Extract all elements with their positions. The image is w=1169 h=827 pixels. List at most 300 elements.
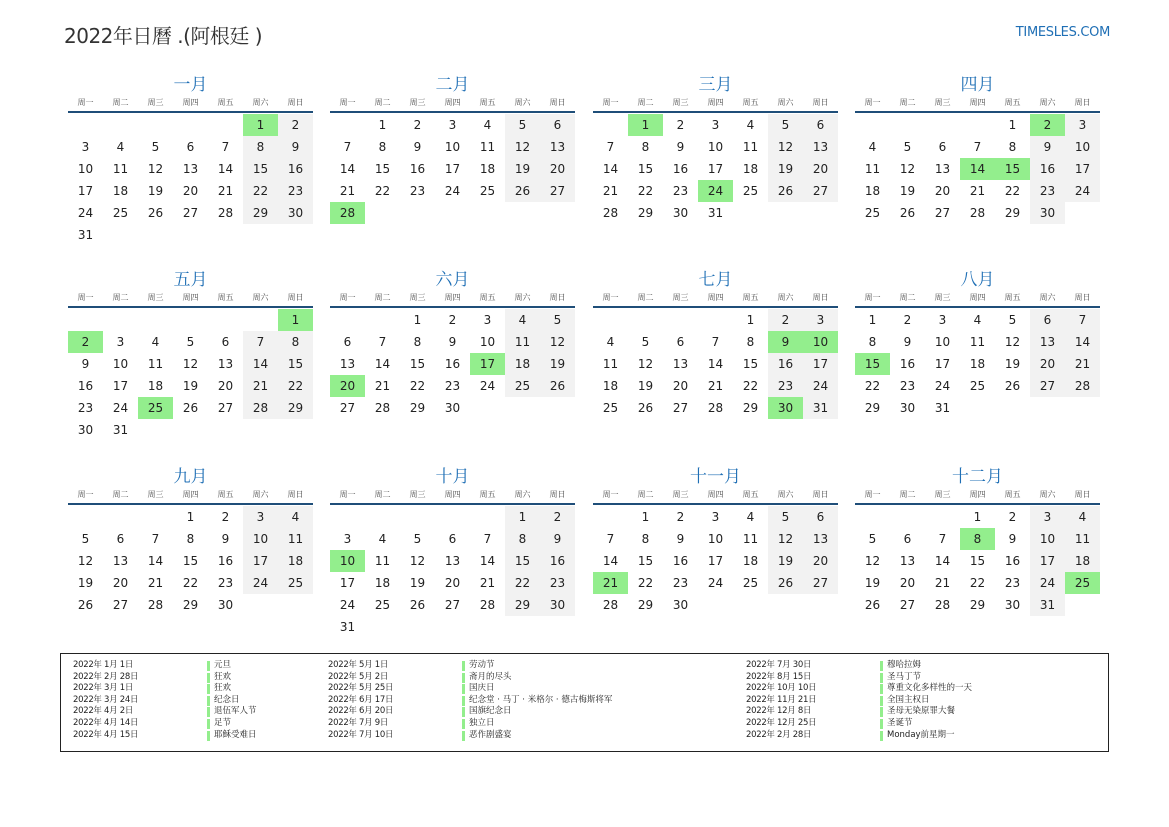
holiday-day-cell[interactable]: 15	[855, 353, 890, 375]
day-cell[interactable]: 26	[637, 401, 654, 415]
day-cell[interactable]: 15	[278, 353, 313, 375]
day-cell[interactable]: 20	[540, 158, 575, 180]
day-cell[interactable]: 11	[1065, 528, 1100, 550]
day-cell[interactable]: 11	[742, 532, 759, 546]
day-cell[interactable]: 11	[969, 335, 986, 349]
day-cell[interactable]: 15	[637, 554, 654, 568]
day-cell[interactable]: 12	[147, 162, 164, 176]
day-cell[interactable]: 3	[243, 506, 278, 528]
day-cell[interactable]: 7	[483, 532, 492, 546]
day-cell[interactable]: 12	[77, 554, 94, 568]
day-cell[interactable]: 9	[448, 335, 457, 349]
day-cell[interactable]: 18	[742, 554, 759, 568]
day-cell[interactable]: 3	[938, 313, 947, 327]
day-cell[interactable]: 10	[1065, 136, 1100, 158]
day-cell[interactable]: 16	[409, 162, 426, 176]
day-cell[interactable]: 6	[448, 532, 457, 546]
day-cell[interactable]: 26	[899, 206, 916, 220]
day-cell[interactable]: 26	[505, 180, 540, 202]
day-cell[interactable]: 24	[803, 375, 838, 397]
day-cell[interactable]: 6	[803, 506, 838, 528]
day-cell[interactable]: 22	[637, 184, 654, 198]
day-cell[interactable]: 13	[444, 554, 461, 568]
day-cell[interactable]: 20	[803, 158, 838, 180]
day-cell[interactable]: 27	[1030, 375, 1065, 397]
day-cell[interactable]: 27	[339, 401, 356, 415]
day-cell[interactable]: 4	[746, 118, 755, 132]
day-cell[interactable]: 8	[868, 335, 877, 349]
day-cell[interactable]: 6	[540, 114, 575, 136]
day-cell[interactable]: 23	[672, 576, 689, 590]
day-cell[interactable]: 17	[444, 162, 461, 176]
day-cell[interactable]: 17	[1065, 158, 1100, 180]
day-cell[interactable]: 19	[1004, 357, 1021, 371]
day-cell[interactable]: 2	[676, 510, 685, 524]
day-cell[interactable]: 18	[374, 576, 391, 590]
day-cell[interactable]: 13	[803, 528, 838, 550]
day-cell[interactable]: 8	[1008, 140, 1017, 154]
day-cell[interactable]: 23	[672, 184, 689, 198]
day-cell[interactable]: 30	[672, 598, 689, 612]
day-cell[interactable]: 10	[707, 532, 724, 546]
day-cell[interactable]: 27	[672, 401, 689, 415]
day-cell[interactable]: 8	[505, 528, 540, 550]
day-cell[interactable]: 25	[505, 375, 540, 397]
day-cell[interactable]: 22	[969, 576, 986, 590]
day-cell[interactable]: 17	[707, 162, 724, 176]
day-cell[interactable]: 30	[1030, 202, 1065, 224]
day-cell[interactable]: 12	[899, 162, 916, 176]
day-cell[interactable]: 7	[1065, 309, 1100, 331]
day-cell[interactable]: 6	[221, 335, 230, 349]
day-cell[interactable]: 14	[217, 162, 234, 176]
day-cell[interactable]: 16	[899, 357, 916, 371]
holiday-day-cell[interactable]: 25	[138, 397, 173, 419]
day-cell[interactable]: 1	[186, 510, 195, 524]
day-cell[interactable]: 7	[378, 335, 387, 349]
day-cell[interactable]: 21	[147, 576, 164, 590]
day-cell[interactable]: 6	[186, 140, 195, 154]
day-cell[interactable]: 16	[217, 554, 234, 568]
day-cell[interactable]: 16	[540, 550, 575, 572]
day-cell[interactable]: 17	[243, 550, 278, 572]
day-cell[interactable]: 28	[217, 206, 234, 220]
day-cell[interactable]: 3	[81, 140, 90, 154]
day-cell[interactable]: 20	[217, 379, 234, 393]
day-cell[interactable]: 22	[374, 184, 391, 198]
day-cell[interactable]: 16	[1004, 554, 1021, 568]
holiday-day-cell[interactable]: 21	[593, 572, 628, 594]
holiday-day-cell[interactable]: 2	[1030, 114, 1065, 136]
day-cell[interactable]: 11	[602, 357, 619, 371]
day-cell[interactable]: 7	[606, 532, 615, 546]
day-cell[interactable]: 1	[746, 313, 755, 327]
day-cell[interactable]: 1	[1008, 118, 1017, 132]
day-cell[interactable]: 22	[182, 576, 199, 590]
day-cell[interactable]: 19	[768, 158, 803, 180]
day-cell[interactable]: 6	[938, 140, 947, 154]
day-cell[interactable]: 8	[278, 331, 313, 353]
day-cell[interactable]: 25	[742, 184, 759, 198]
day-cell[interactable]: 18	[969, 357, 986, 371]
day-cell[interactable]: 29	[637, 598, 654, 612]
day-cell[interactable]: 13	[1030, 331, 1065, 353]
day-cell[interactable]: 9	[1008, 532, 1017, 546]
day-cell[interactable]: 11	[479, 140, 496, 154]
day-cell[interactable]: 14	[479, 554, 496, 568]
day-cell[interactable]: 26	[768, 572, 803, 594]
day-cell[interactable]: 16	[672, 554, 689, 568]
day-cell[interactable]: 12	[182, 357, 199, 371]
day-cell[interactable]: 2	[540, 506, 575, 528]
day-cell[interactable]: 13	[672, 357, 689, 371]
day-cell[interactable]: 10	[707, 140, 724, 154]
day-cell[interactable]: 23	[1004, 576, 1021, 590]
day-cell[interactable]: 9	[81, 357, 90, 371]
day-cell[interactable]: 20	[934, 184, 951, 198]
day-cell[interactable]: 22	[505, 572, 540, 594]
day-cell[interactable]: 26	[147, 206, 164, 220]
day-cell[interactable]: 25	[278, 572, 313, 594]
day-cell[interactable]: 22	[864, 379, 881, 393]
day-cell[interactable]: 9	[1030, 136, 1065, 158]
day-cell[interactable]: 30	[278, 202, 313, 224]
day-cell[interactable]: 22	[742, 379, 759, 393]
day-cell[interactable]: 11	[374, 554, 391, 568]
day-cell[interactable]: 24	[243, 572, 278, 594]
day-cell[interactable]: 18	[602, 379, 619, 393]
day-cell[interactable]: 30	[77, 423, 94, 437]
day-cell[interactable]: 21	[217, 184, 234, 198]
day-cell[interactable]: 20	[803, 550, 838, 572]
day-cell[interactable]: 6	[903, 532, 912, 546]
day-cell[interactable]: 4	[278, 506, 313, 528]
day-cell[interactable]: 4	[116, 140, 125, 154]
day-cell[interactable]: 23	[278, 180, 313, 202]
day-cell[interactable]: 28	[934, 598, 951, 612]
day-cell[interactable]: 17	[1030, 550, 1065, 572]
day-cell[interactable]: 29	[969, 598, 986, 612]
day-cell[interactable]: 16	[1030, 158, 1065, 180]
day-cell[interactable]: 27	[803, 180, 838, 202]
day-cell[interactable]: 26	[768, 180, 803, 202]
day-cell[interactable]: 30	[672, 206, 689, 220]
day-cell[interactable]: 13	[540, 136, 575, 158]
day-cell[interactable]: 7	[606, 140, 615, 154]
day-cell[interactable]: 3	[1065, 114, 1100, 136]
day-cell[interactable]: 5	[186, 335, 195, 349]
day-cell[interactable]: 28	[602, 206, 619, 220]
holiday-day-cell[interactable]: 2	[68, 331, 103, 353]
day-cell[interactable]: 19	[77, 576, 94, 590]
day-cell[interactable]: 11	[112, 162, 129, 176]
day-cell[interactable]: 13	[803, 136, 838, 158]
day-cell[interactable]: 12	[637, 357, 654, 371]
day-cell[interactable]: 23	[540, 572, 575, 594]
day-cell[interactable]: 26	[864, 598, 881, 612]
day-cell[interactable]: 9	[676, 140, 685, 154]
day-cell[interactable]: 13	[339, 357, 356, 371]
day-cell[interactable]: 22	[1004, 184, 1021, 198]
day-cell[interactable]: 7	[711, 335, 720, 349]
holiday-day-cell[interactable]: 9	[768, 331, 803, 353]
day-cell[interactable]: 2	[278, 114, 313, 136]
day-cell[interactable]: 26	[409, 598, 426, 612]
day-cell[interactable]: 29	[505, 594, 540, 616]
day-cell[interactable]: 31	[707, 206, 724, 220]
day-cell[interactable]: 25	[864, 206, 881, 220]
day-cell[interactable]: 17	[112, 379, 129, 393]
day-cell[interactable]: 14	[602, 554, 619, 568]
day-cell[interactable]: 12	[409, 554, 426, 568]
day-cell[interactable]: 31	[112, 423, 129, 437]
day-cell[interactable]: 11	[864, 162, 881, 176]
day-cell[interactable]: 30	[899, 401, 916, 415]
day-cell[interactable]: 14	[707, 357, 724, 371]
day-cell[interactable]: 5	[1008, 313, 1017, 327]
day-cell[interactable]: 29	[742, 401, 759, 415]
day-cell[interactable]: 15	[243, 158, 278, 180]
day-cell[interactable]: 22	[243, 180, 278, 202]
day-cell[interactable]: 19	[505, 158, 540, 180]
day-cell[interactable]: 25	[602, 401, 619, 415]
day-cell[interactable]: 30	[540, 594, 575, 616]
day-cell[interactable]: 6	[1030, 309, 1065, 331]
day-cell[interactable]: 23	[768, 375, 803, 397]
day-cell[interactable]: 5	[768, 506, 803, 528]
day-cell[interactable]: 28	[243, 397, 278, 419]
day-cell[interactable]: 28	[147, 598, 164, 612]
day-cell[interactable]: 20	[1030, 353, 1065, 375]
day-cell[interactable]: 4	[746, 510, 755, 524]
day-cell[interactable]: 21	[707, 379, 724, 393]
day-cell[interactable]: 24	[1065, 180, 1100, 202]
day-cell[interactable]: 29	[182, 598, 199, 612]
day-cell[interactable]: 21	[602, 184, 619, 198]
day-cell[interactable]: 24	[339, 598, 356, 612]
holiday-day-cell[interactable]: 1	[243, 114, 278, 136]
day-cell[interactable]: 4	[151, 335, 160, 349]
day-cell[interactable]: 29	[864, 401, 881, 415]
day-cell[interactable]: 4	[973, 313, 982, 327]
day-cell[interactable]: 11	[278, 528, 313, 550]
day-cell[interactable]: 8	[378, 140, 387, 154]
day-cell[interactable]: 14	[243, 353, 278, 375]
day-cell[interactable]: 13	[112, 554, 129, 568]
day-cell[interactable]: 3	[711, 510, 720, 524]
day-cell[interactable]: 31	[934, 401, 951, 415]
day-cell[interactable]: 24	[479, 379, 496, 393]
day-cell[interactable]: 7	[151, 532, 160, 546]
day-cell[interactable]: 3	[711, 118, 720, 132]
day-cell[interactable]: 1	[413, 313, 422, 327]
day-cell[interactable]: 4	[505, 309, 540, 331]
day-cell[interactable]: 8	[243, 136, 278, 158]
day-cell[interactable]: 11	[505, 331, 540, 353]
day-cell[interactable]: 5	[540, 309, 575, 331]
day-cell[interactable]: 27	[899, 598, 916, 612]
day-cell[interactable]: 15	[182, 554, 199, 568]
day-cell[interactable]: 17	[934, 357, 951, 371]
day-cell[interactable]: 27	[803, 572, 838, 594]
day-cell[interactable]: 23	[1030, 180, 1065, 202]
day-cell[interactable]: 19	[182, 379, 199, 393]
day-cell[interactable]: 10	[444, 140, 461, 154]
day-cell[interactable]: 6	[116, 532, 125, 546]
day-cell[interactable]: 14	[934, 554, 951, 568]
day-cell[interactable]: 9	[221, 532, 230, 546]
day-cell[interactable]: 2	[413, 118, 422, 132]
day-cell[interactable]: 17	[77, 184, 94, 198]
day-cell[interactable]: 20	[672, 379, 689, 393]
day-cell[interactable]: 24	[1030, 572, 1065, 594]
day-cell[interactable]: 27	[112, 598, 129, 612]
day-cell[interactable]: 21	[934, 576, 951, 590]
day-cell[interactable]: 8	[641, 140, 650, 154]
day-cell[interactable]: 17	[707, 554, 724, 568]
day-cell[interactable]: 27	[934, 206, 951, 220]
day-cell[interactable]: 29	[278, 397, 313, 419]
day-cell[interactable]: 28	[1065, 375, 1100, 397]
day-cell[interactable]: 18	[112, 184, 129, 198]
holiday-day-cell[interactable]: 10	[803, 331, 838, 353]
day-cell[interactable]: 14	[602, 162, 619, 176]
day-cell[interactable]: 20	[444, 576, 461, 590]
day-cell[interactable]: 25	[112, 206, 129, 220]
day-cell[interactable]: 5	[81, 532, 90, 546]
day-cell[interactable]: 9	[903, 335, 912, 349]
site-logo-text[interactable]: TIMESLES.COM	[1015, 25, 1110, 40]
day-cell[interactable]: 29	[1004, 206, 1021, 220]
day-cell[interactable]: 24	[707, 576, 724, 590]
day-cell[interactable]: 5	[903, 140, 912, 154]
day-cell[interactable]: 27	[217, 401, 234, 415]
day-cell[interactable]: 7	[243, 331, 278, 353]
day-cell[interactable]: 5	[505, 114, 540, 136]
day-cell[interactable]: 12	[505, 136, 540, 158]
day-cell[interactable]: 22	[409, 379, 426, 393]
day-cell[interactable]: 9	[278, 136, 313, 158]
day-cell[interactable]: 20	[899, 576, 916, 590]
day-cell[interactable]: 12	[1004, 335, 1021, 349]
day-cell[interactable]: 19	[637, 379, 654, 393]
day-cell[interactable]: 9	[540, 528, 575, 550]
day-cell[interactable]: 21	[1065, 353, 1100, 375]
day-cell[interactable]: 3	[1030, 506, 1065, 528]
day-cell[interactable]: 22	[278, 375, 313, 397]
day-cell[interactable]: 4	[1065, 506, 1100, 528]
day-cell[interactable]: 21	[339, 184, 356, 198]
day-cell[interactable]: 27	[182, 206, 199, 220]
day-cell[interactable]: 31	[803, 397, 838, 419]
day-cell[interactable]: 18	[505, 353, 540, 375]
day-cell[interactable]: 11	[147, 357, 164, 371]
day-cell[interactable]: 13	[934, 162, 951, 176]
day-cell[interactable]: 2	[676, 118, 685, 132]
holiday-day-cell[interactable]: 1	[278, 309, 313, 331]
day-cell[interactable]: 1	[868, 313, 877, 327]
holiday-day-cell[interactable]: 28	[330, 202, 365, 224]
day-cell[interactable]: 6	[803, 114, 838, 136]
day-cell[interactable]: 8	[746, 335, 755, 349]
day-cell[interactable]: 23	[444, 379, 461, 393]
day-cell[interactable]: 18	[278, 550, 313, 572]
day-cell[interactable]: 28	[969, 206, 986, 220]
day-cell[interactable]: 15	[505, 550, 540, 572]
day-cell[interactable]: 1	[505, 506, 540, 528]
day-cell[interactable]: 10	[243, 528, 278, 550]
day-cell[interactable]: 18	[742, 162, 759, 176]
day-cell[interactable]: 3	[448, 118, 457, 132]
day-cell[interactable]: 28	[479, 598, 496, 612]
day-cell[interactable]: 19	[409, 576, 426, 590]
day-cell[interactable]: 11	[742, 140, 759, 154]
day-cell[interactable]: 4	[378, 532, 387, 546]
day-cell[interactable]: 13	[899, 554, 916, 568]
day-cell[interactable]: 2	[1008, 510, 1017, 524]
day-cell[interactable]: 9	[413, 140, 422, 154]
day-cell[interactable]: 2	[768, 309, 803, 331]
day-cell[interactable]: 16	[768, 353, 803, 375]
day-cell[interactable]: 21	[374, 379, 391, 393]
day-cell[interactable]: 27	[540, 180, 575, 202]
day-cell[interactable]: 8	[186, 532, 195, 546]
day-cell[interactable]: 15	[374, 162, 391, 176]
day-cell[interactable]: 13	[182, 162, 199, 176]
holiday-day-cell[interactable]: 14	[960, 158, 995, 180]
day-cell[interactable]: 19	[540, 353, 575, 375]
day-cell[interactable]: 5	[413, 532, 422, 546]
day-cell[interactable]: 25	[479, 184, 496, 198]
day-cell[interactable]: 29	[243, 202, 278, 224]
day-cell[interactable]: 23	[77, 401, 94, 415]
day-cell[interactable]: 1	[378, 118, 387, 132]
day-cell[interactable]: 10	[112, 357, 129, 371]
day-cell[interactable]: 23	[217, 576, 234, 590]
day-cell[interactable]: 25	[374, 598, 391, 612]
day-cell[interactable]: 26	[182, 401, 199, 415]
day-cell[interactable]: 28	[707, 401, 724, 415]
day-cell[interactable]: 1	[641, 510, 650, 524]
day-cell[interactable]: 14	[339, 162, 356, 176]
holiday-day-cell[interactable]: 8	[960, 528, 995, 550]
day-cell[interactable]: 27	[444, 598, 461, 612]
holiday-day-cell[interactable]: 24	[698, 180, 733, 202]
day-cell[interactable]: 21	[243, 375, 278, 397]
day-cell[interactable]: 24	[77, 206, 94, 220]
day-cell[interactable]: 4	[868, 140, 877, 154]
day-cell[interactable]: 31	[77, 228, 94, 242]
day-cell[interactable]: 17	[339, 576, 356, 590]
day-cell[interactable]: 1	[973, 510, 982, 524]
day-cell[interactable]: 5	[868, 532, 877, 546]
day-cell[interactable]: 18	[479, 162, 496, 176]
day-cell[interactable]: 3	[483, 313, 492, 327]
day-cell[interactable]: 19	[768, 550, 803, 572]
day-cell[interactable]: 8	[641, 532, 650, 546]
day-cell[interactable]: 6	[676, 335, 685, 349]
day-cell[interactable]: 5	[151, 140, 160, 154]
holiday-day-cell[interactable]: 30	[768, 397, 803, 419]
day-cell[interactable]: 17	[803, 353, 838, 375]
day-cell[interactable]: 2	[448, 313, 457, 327]
day-cell[interactable]: 7	[343, 140, 352, 154]
day-cell[interactable]: 15	[969, 554, 986, 568]
day-cell[interactable]: 24	[112, 401, 129, 415]
day-cell[interactable]: 16	[444, 357, 461, 371]
day-cell[interactable]: 30	[217, 598, 234, 612]
day-cell[interactable]: 29	[637, 206, 654, 220]
